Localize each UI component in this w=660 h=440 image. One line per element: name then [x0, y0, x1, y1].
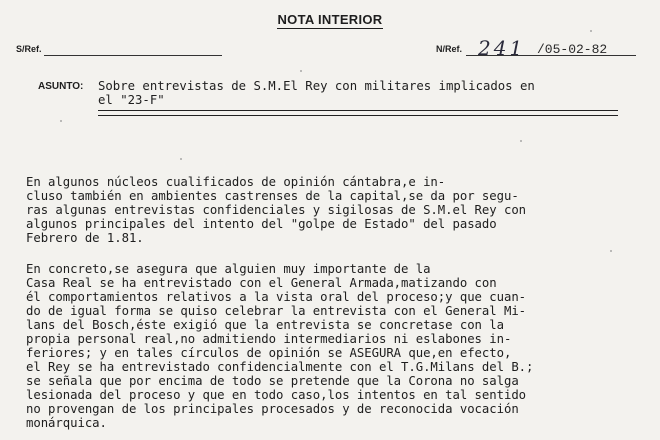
body-paragraph-1: En algunos núcleos cualificados de opinión cántabra,e in- cluso también en ambientes castrenses de la capital,se da por segu- ras algunas entrevistas confidenciales y sigilosas de S.M.el Rey con algunos principales del intento del "golpe de Estado" del pasado Febrero de 1.81.	[26, 175, 527, 245]
document-title: NOTA INTERIOR	[277, 12, 383, 27]
subject-label: ASUNTO:	[38, 81, 84, 92]
sender-reference-label: S/Ref.	[16, 44, 42, 54]
our-reference-label: N/Ref.	[436, 44, 463, 54]
sender-reference-line	[44, 55, 222, 56]
subject-double-underline	[98, 110, 618, 116]
body-paragraph-2: En concreto,se asegura que alguien muy importante de la Casa Real se ha entrevistado con el General Armada,matizando con él comportamientos relativos a la vista oral del proceso;y que cuan- do de igual forma se quiso celebrar la entrevista con el General Mi- lans del Bosch,éste exigió que la entrevista se concretase con la propia personal real,no admitiendo intermediarios ni eslabones in- feriores; y en tales círculos de opinión se ASEGURA que,en efecto, el Rey se ha entrevistado confidencialmente con el T.G.Milans del B.; se señala que por encima de todo se pretende que la Corona no salga lesionada del proceso y que en todo caso,los intentos en tal sentido no provengan de los principales procesados y de reconocida vocación monárquica.	[26, 262, 534, 430]
subject-text: Sobre entrevistas de S.M.El Rey con militares implicados en el "23-F"	[98, 79, 535, 107]
reference-number: 241	[478, 36, 526, 60]
reference-date: /05-02-82	[537, 42, 608, 57]
